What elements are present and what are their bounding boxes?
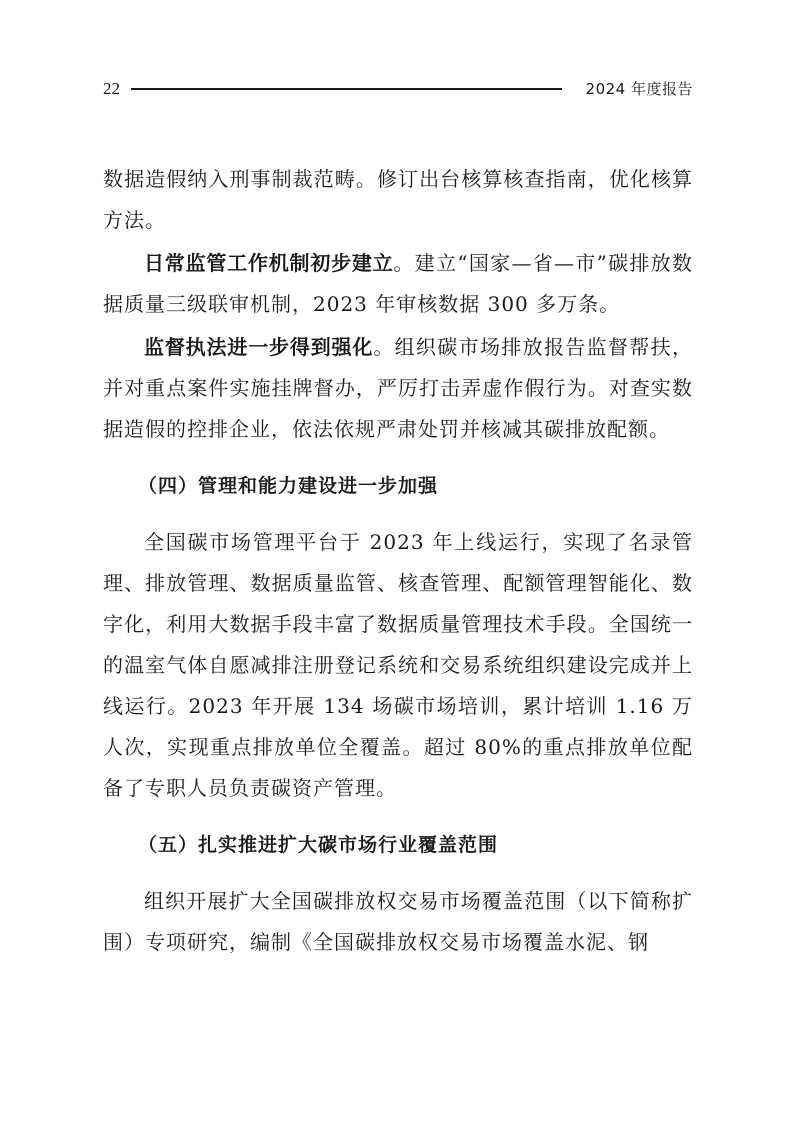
paragraph-continuation: 数据造假纳入刑事制裁范畴。修订出台核算核查指南，优化核算方法。: [103, 167, 693, 232]
paragraph-lead-enforcement: 监督执法进一步得到强化: [144, 335, 374, 359]
paragraph-enforcement: [103, 327, 693, 450]
paragraph-coverage-expansion: 组织开展扩大全国碳排放权交易市场覆盖范围（以下简称扩围）专项研究，编制《全国碳排放权交易市场覆盖水泥、钢: [103, 889, 693, 954]
page-header: [103, 76, 693, 102]
report-title: 2024 年度报告: [585, 80, 693, 98]
section-heading-5: （五）扎实推进扩大碳市场行业覆盖范围: [138, 834, 499, 856]
paragraph-text-supervision-mechanism: 。建立“国家—省—市”碳排放数据质量三级联审机制，2023 年审核数据 300 多万条。: [103, 251, 693, 316]
paragraph-supervision-mechanism: [103, 243, 693, 325]
page-number: 22: [103, 79, 120, 98]
paragraph-capacity-building: 全国碳市场管理平台于 2023 年上线运行，实现了名录管理、排放管理、数据质量监管、核查管理、配额管理智能化、数字化，利用大数据手段丰富了数据质量管理技术手段。全国统一的温室气体自愿减排注册登记系统和交易系统组织建设完成并上线运行。2023 年开展 134 场碳市场培训，累计培训 1.16 万人次，实现重点排放单位全覆盖。超过 80%的重点排放单位配备了专职人员负责碳资产管理。: [103, 530, 693, 800]
paragraph-text-enforcement: 。组织碳市场排放报告监督帮扶，并对重点案件实施挂牌督办，严厉打击弄虚作假行为。对查实数据造假的控排企业，依法依规严肃处罚并核减其碳排放配额。: [103, 335, 694, 441]
header-rule: [131, 88, 562, 90]
paragraph-lead-supervision-mechanism: 日常监管工作机制初步建立: [144, 251, 394, 275]
page-content: [103, 159, 693, 963]
section-heading-4: （四）管理和能力建设进一步加强: [138, 475, 439, 497]
